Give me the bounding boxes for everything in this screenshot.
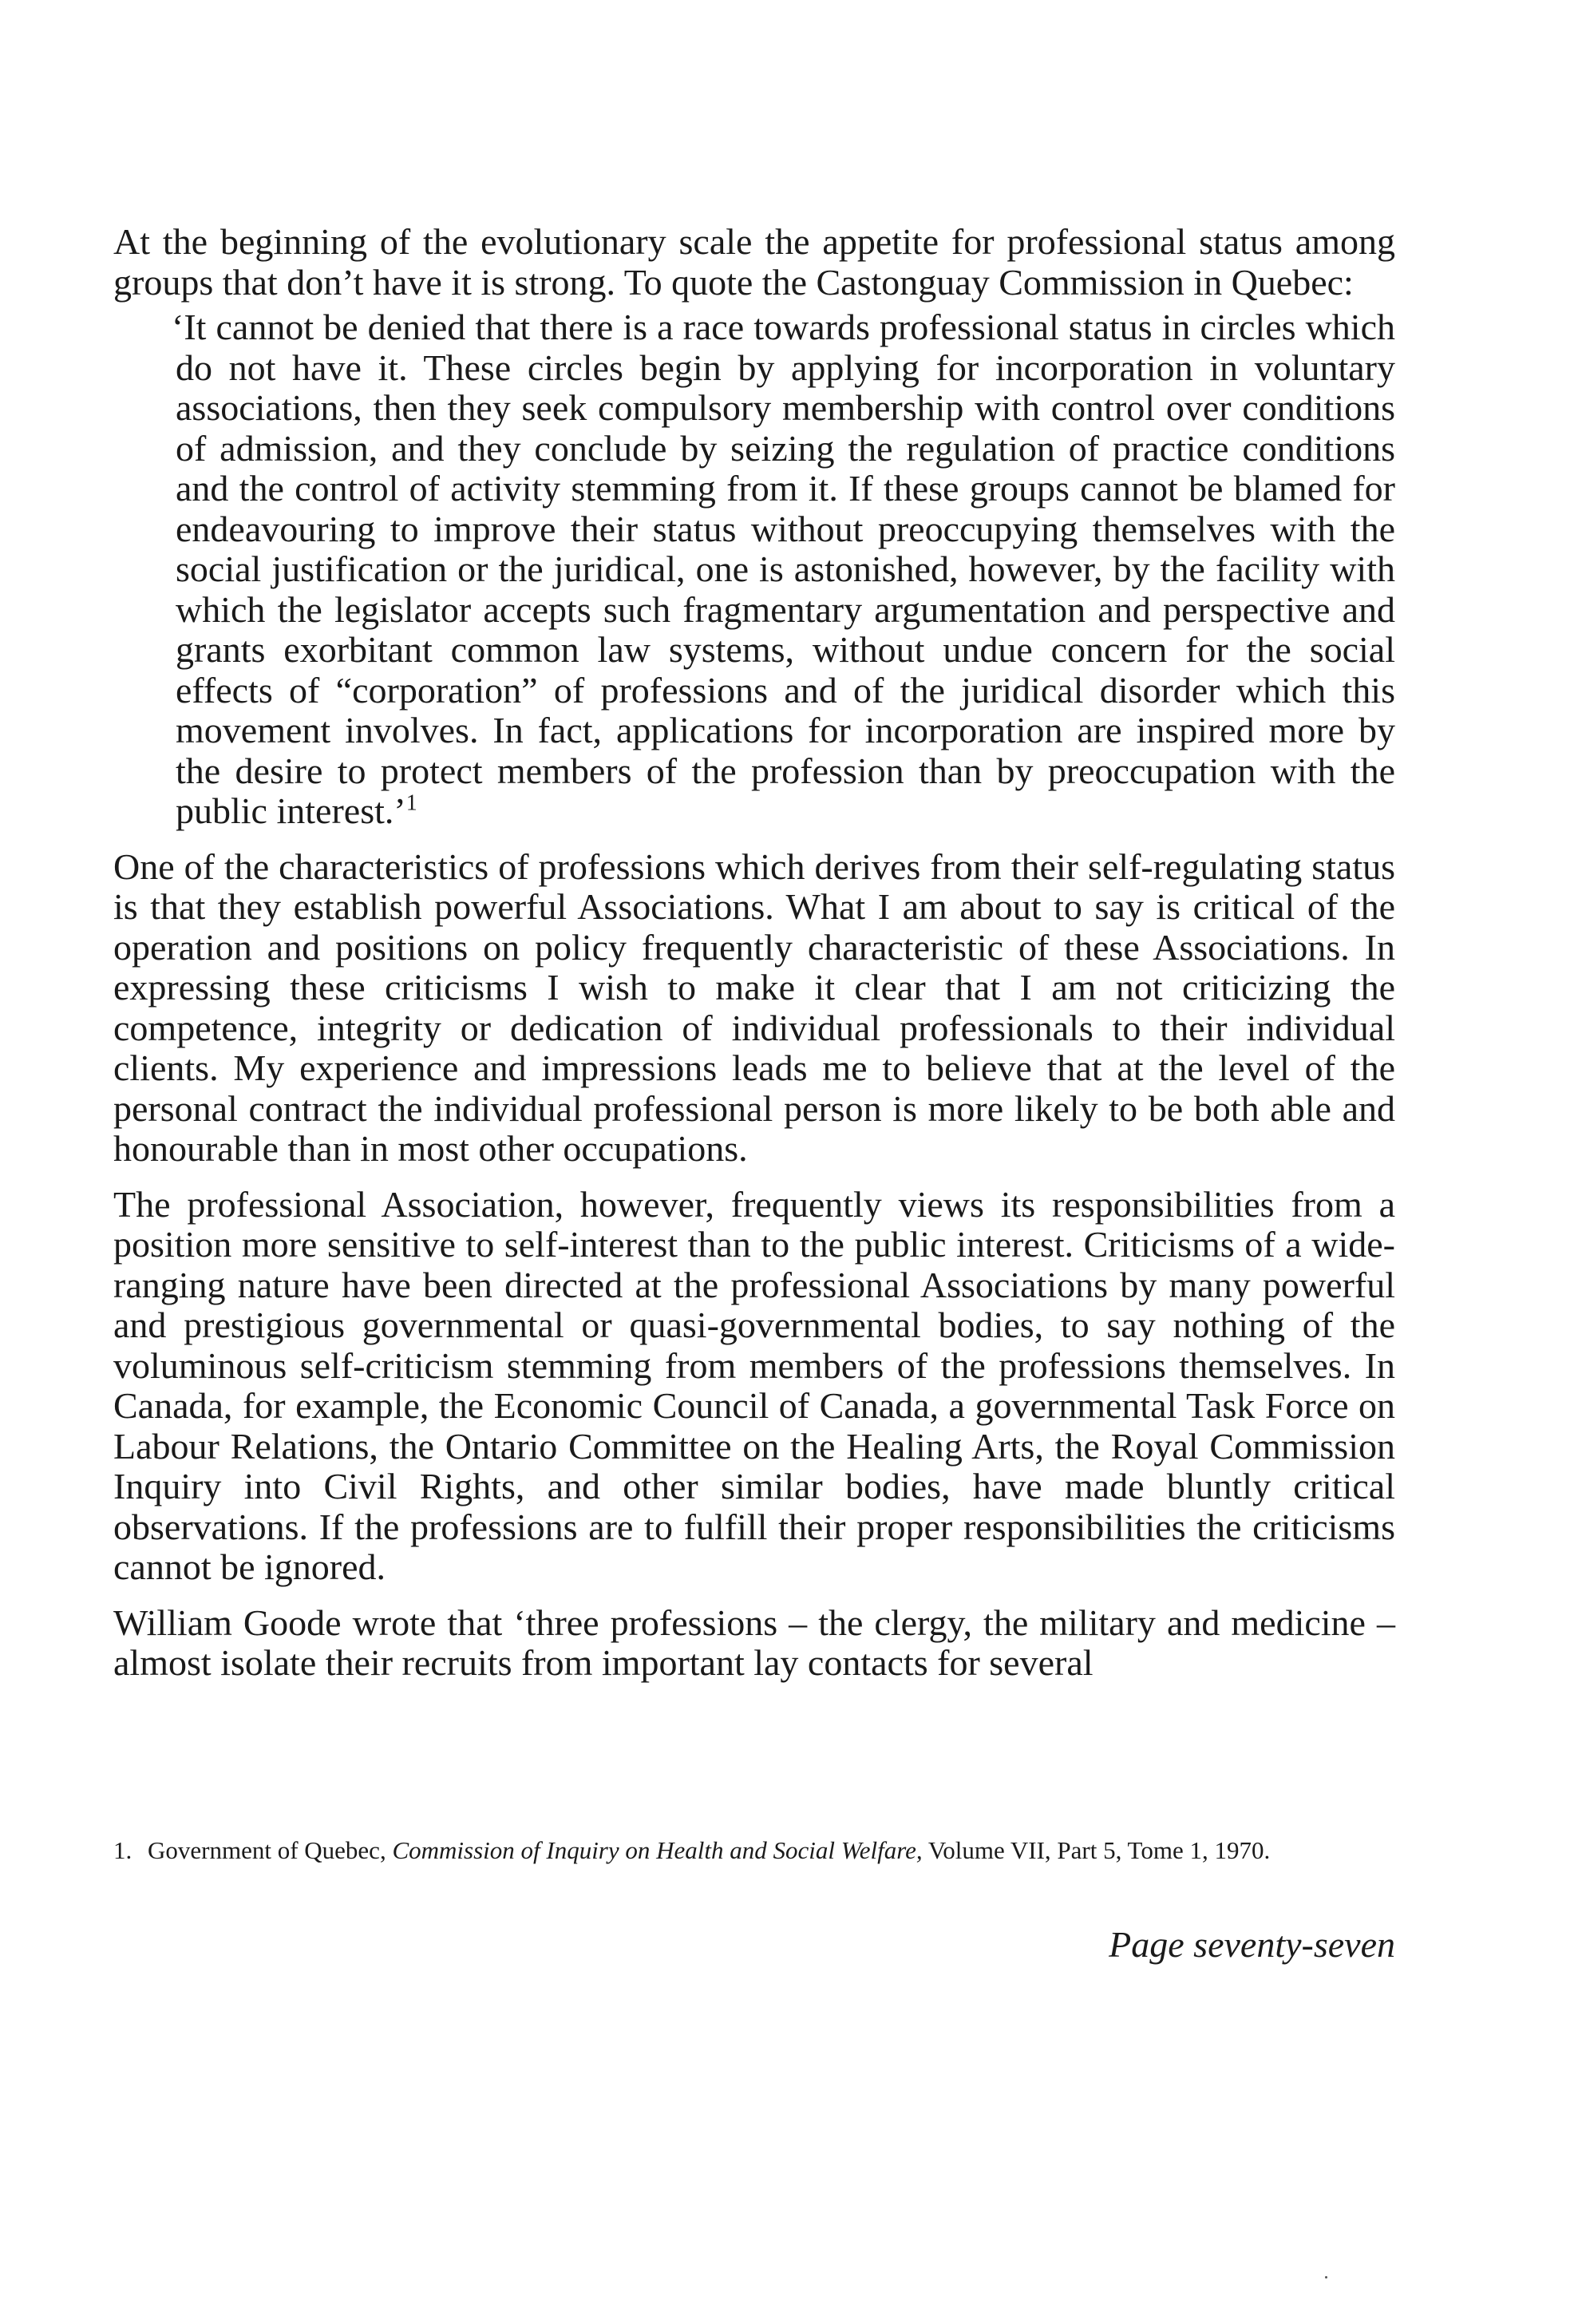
intro-paragraph: At the beginning of the evolutionary scale the appetite for professional status among groups that don’t have it is strong. To quote the Castonguay Commission in Quebec: (113, 221, 1395, 303)
footnote (113, 1835, 1395, 1867)
scan-speck (1325, 2276, 1327, 2278)
paragraph-criticisms: The professional Association, however, frequently views its responsibilities from a position more sensitive to self-interest than to the public interest. Criticisms of a wide-ranging nature have been directed at the professional Associations by many powerful and prestigious governmental or quasi-governmental bodies, to say nothing of the voluminous self-criticism stemming from members of the professions themselves. In Canada, for example, the Economic Council of Canada, a governmental Task Force on Labour Relations, the Ontario Committee on the Healing Arts, the Royal Commission Inquiry into Civil Rights, and other similar bodies, have made bluntly critical observations. If the professions are to fulfill their proper responsibilities the criticisms cannot be ignored. (113, 1183, 1395, 1587)
footnote-number: 1. (113, 1836, 132, 1864)
body-text (113, 222, 1395, 1684)
footnote-prefix: Government of Quebec, (148, 1836, 386, 1864)
quote-text: ‘It cannot be denied that there is a race towards professional status in circles which do not have it. These circles begin by applying for incorporation in voluntary associations, then they seek compulsory membership with control over conditions of admission, and they conclude by seizing the regulation of practice conditions and the control of activity stemming from it. If these groups cannot be blamed for endeavouring to improve their status without preoccupying themselves with the social justification or the juridical, one is astonished, however, by the facility with which the legislator accepts such fragmentary argumentation and perspective and grants exorbitant common law systems, without undue concern for the social effects of “corporation” of professions and of the juridical disorder which this movement involves. In fact, applications for incorporation are inspired more by the desire to protect members of the profession than by preoccupation with the public interest.’ (172, 307, 1395, 831)
paragraph-goode: William Goode wrote that ‘three professions – the clergy, the military and medicine – almost isolate their recruits from important lay contacts for several (113, 1601, 1395, 1683)
footnote-suffix: Volume VII, Part 5, Tome 1, 1970. (927, 1836, 1271, 1864)
footnote-title: Commission of Inquiry on Health and Social Welfare, (392, 1836, 923, 1864)
page-number: Page seventy-seven (1109, 1924, 1395, 1965)
paragraph-associations: One of the characteristics of professions which derives from their self-regulating status is that they establish powerful Associations. What I am about to say is critical of the operation and positions on policy frequently characteristic of these Associations. In expressing these criticisms I wish to make it clear that I am not criticizing the competence, integrity or dedication of individual professionals to their individual clients. My experience and impressions leads me to believe that at the level of the personal contract the individual professional person is more likely to be both able and honourable than in most other occupations. (113, 845, 1395, 1169)
footnote-reference: 1 (405, 790, 417, 816)
block-quote (113, 307, 1395, 832)
